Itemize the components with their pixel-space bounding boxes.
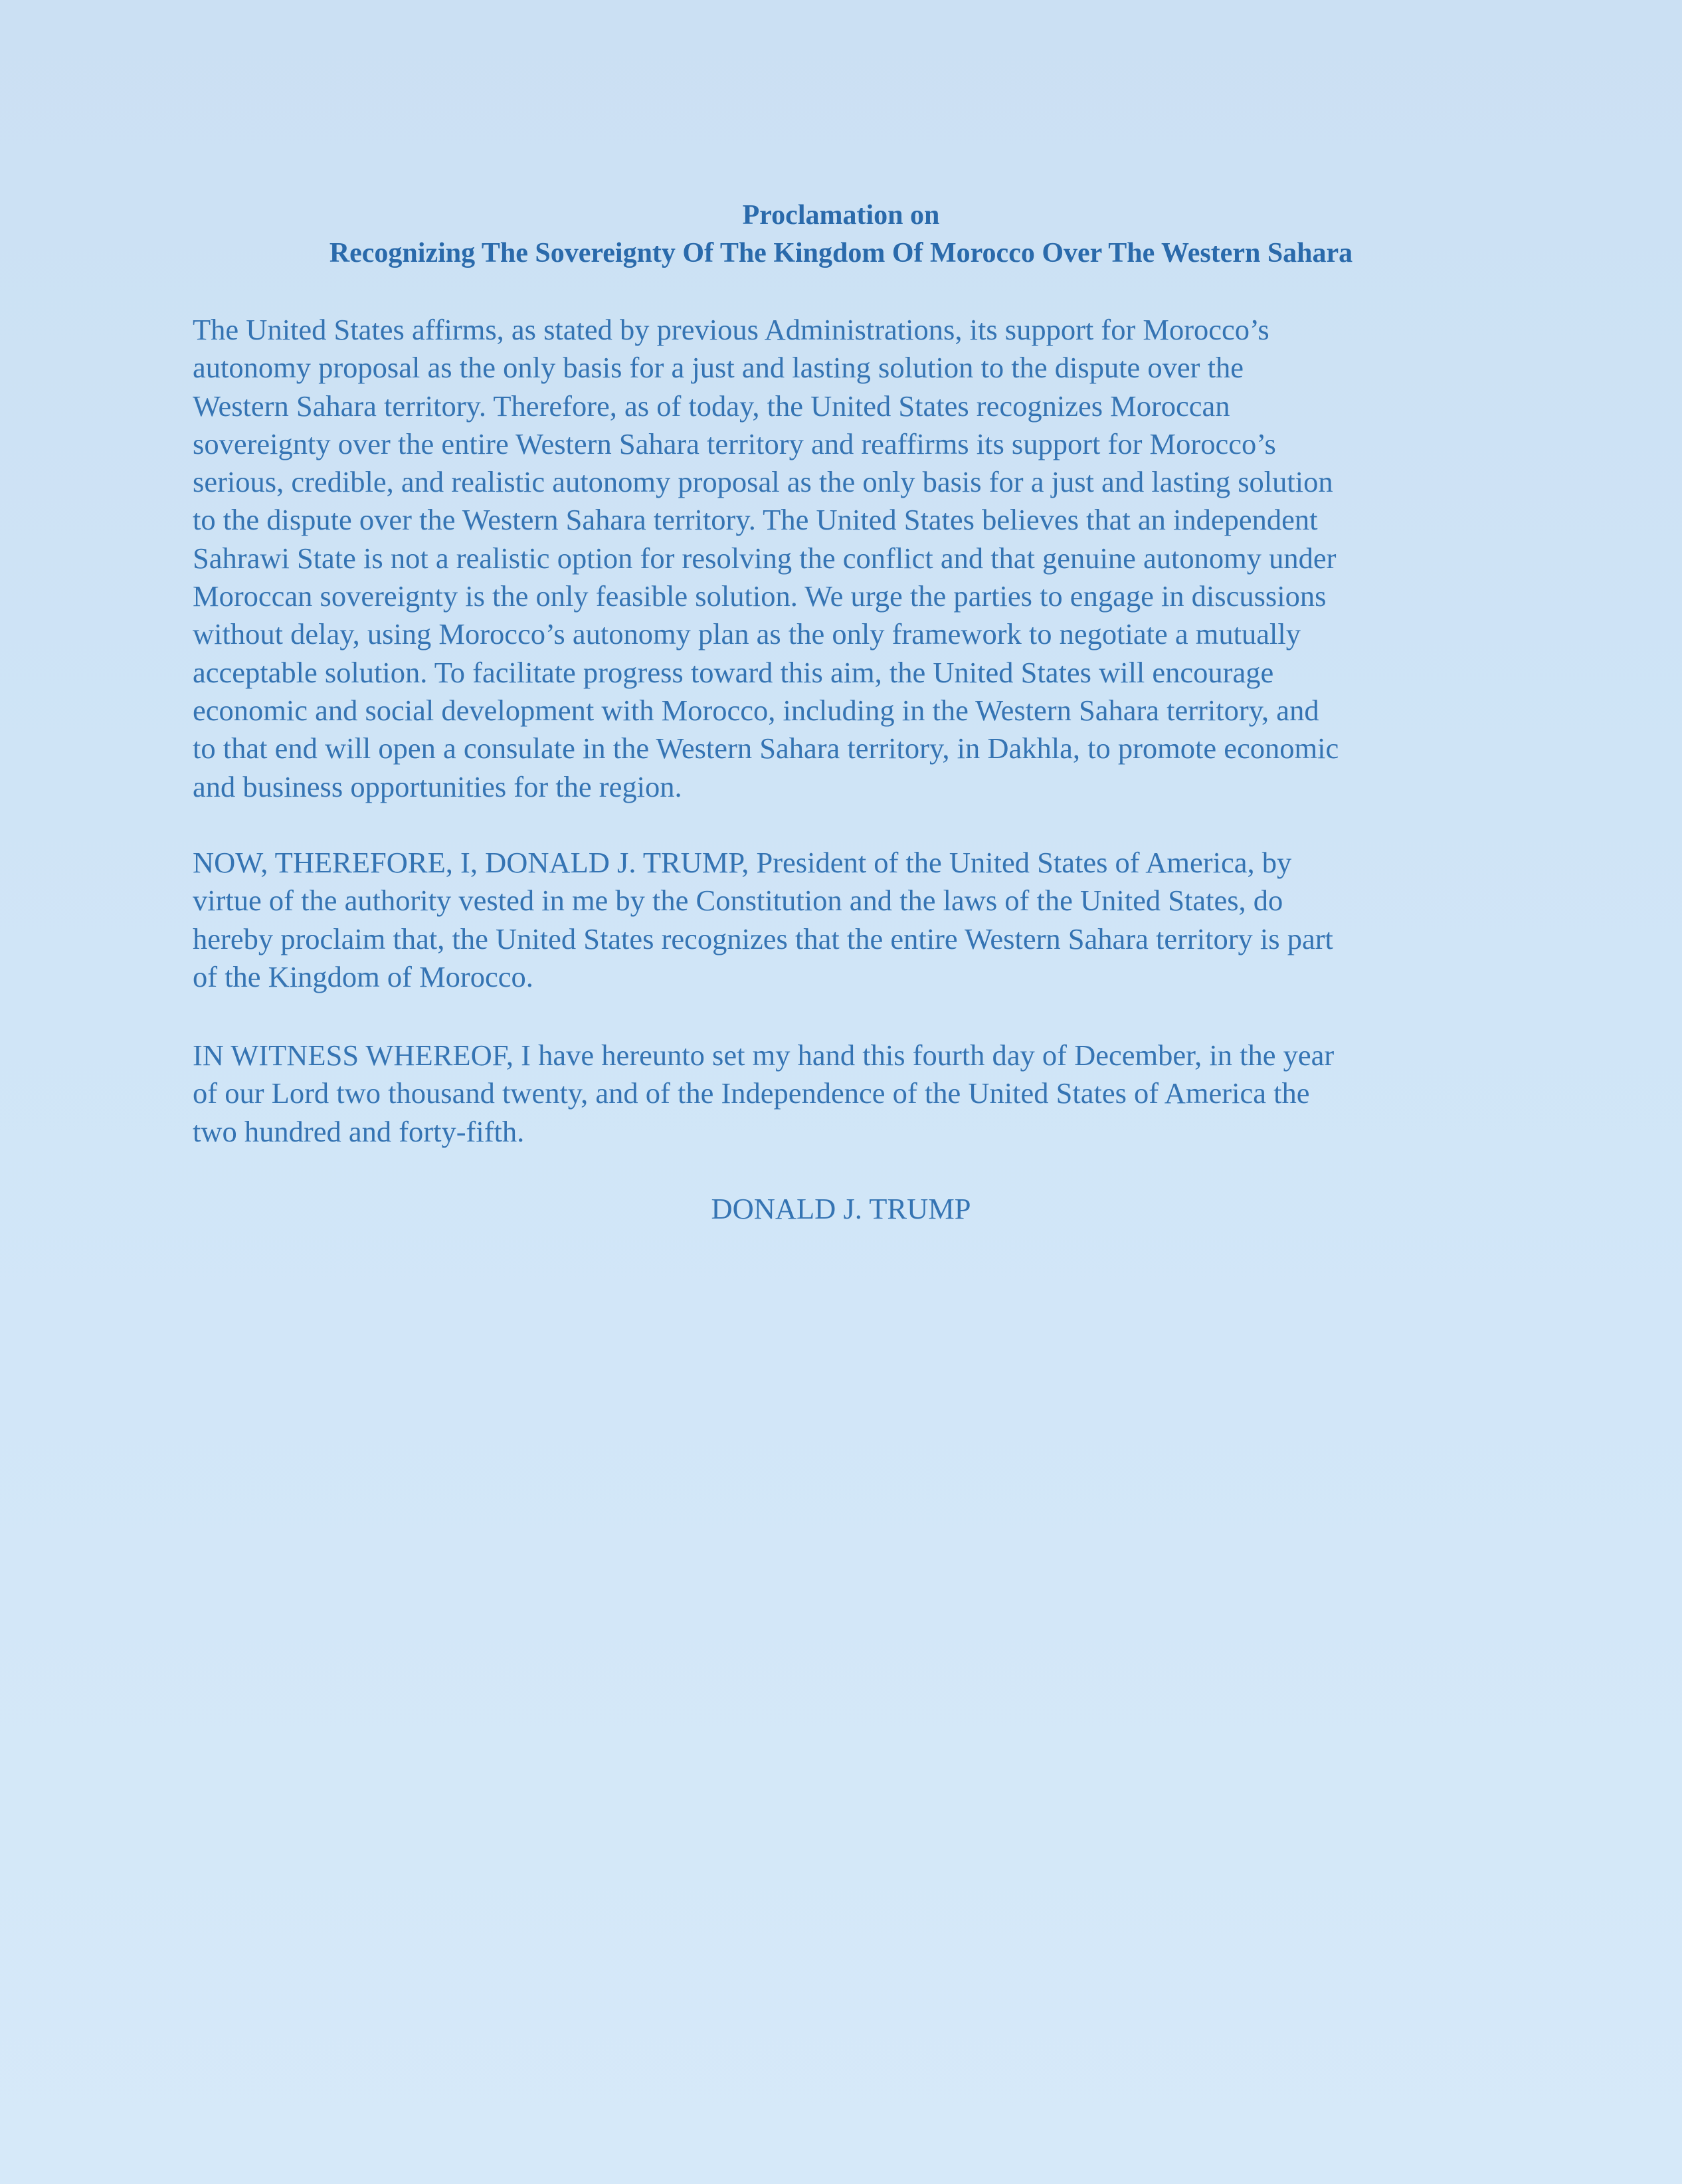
signature-line: DONALD J. TRUMP <box>711 1192 971 1225</box>
paragraph-line: to the dispute over the Western Sahara territory. The United States believes that an independent <box>193 503 1318 537</box>
paragraph-line: Moroccan sovereignty is the only feasible solution. We urge the parties to engage in discussions <box>193 579 1327 613</box>
paragraph-line: two hundred and forty-fifth. <box>193 1114 525 1148</box>
paragraph-line: NOW, THEREFORE, I, DONALD J. TRUMP, President of the United States of America, by <box>193 846 1292 879</box>
paragraph-line: acceptable solution. To facilitate progress toward this aim, the United States will encourage <box>193 655 1274 689</box>
paragraph-line: The United States affirms, as stated by previous Administrations, its support for Morocco’s <box>193 313 1269 346</box>
paragraph-line: sovereignty over the entire Western Sahara territory and reaffirms its support for Morocco’s <box>193 427 1276 460</box>
paragraph-line: Western Sahara territory. Therefore, as of today, the United States recognizes Moroccan <box>193 389 1230 423</box>
paragraph-proclamation <box>193 844 1495 996</box>
title-line-2: Recognizing The Sovereignty Of The Kingdom Of Morocco Over The Western Sahara <box>329 238 1353 268</box>
paragraph-witness <box>193 1037 1495 1151</box>
paragraph-line: and business opportunities for the region. <box>193 769 682 803</box>
paragraph-line: of the Kingdom of Morocco. <box>193 959 533 993</box>
paragraph-line: without delay, using Morocco’s autonomy plan as the only framework to negotiate a mutually <box>193 617 1301 651</box>
paragraph-line: to that end will open a consulate in the Western Sahara territory, in Dakhla, to promote economic <box>193 732 1339 765</box>
paragraph-line: virtue of the authority vested in me by the Constitution and the laws of the United States, do <box>193 884 1283 918</box>
paragraph-line: hereby proclaim that, the United States recognizes that the entire Western Sahara territory is part <box>193 922 1333 955</box>
paragraph-line: economic and social development with Morocco, including in the Western Sahara territory, and <box>193 693 1319 727</box>
paragraph-line: serious, credible, and realistic autonomy proposal as the only basis for a just and lasting solution <box>193 465 1333 499</box>
title-line-1: Proclamation on <box>742 200 940 231</box>
document-title <box>0 197 1682 272</box>
paragraph-line: autonomy proposal as the only basis for a just and lasting solution to the dispute over the <box>193 351 1244 385</box>
paragraph-line: IN WITNESS WHEREOF, I have hereunto set my hand this fourth day of December, in the year <box>193 1039 1335 1072</box>
paragraph-line: Sahrawi State is not a realistic option for resolving the conflict and that genuine autonomy under <box>193 541 1337 575</box>
paragraph-line: of our Lord two thousand twenty, and of the Independence of the United States of America the <box>193 1076 1310 1110</box>
paragraph-recognition <box>193 311 1495 806</box>
